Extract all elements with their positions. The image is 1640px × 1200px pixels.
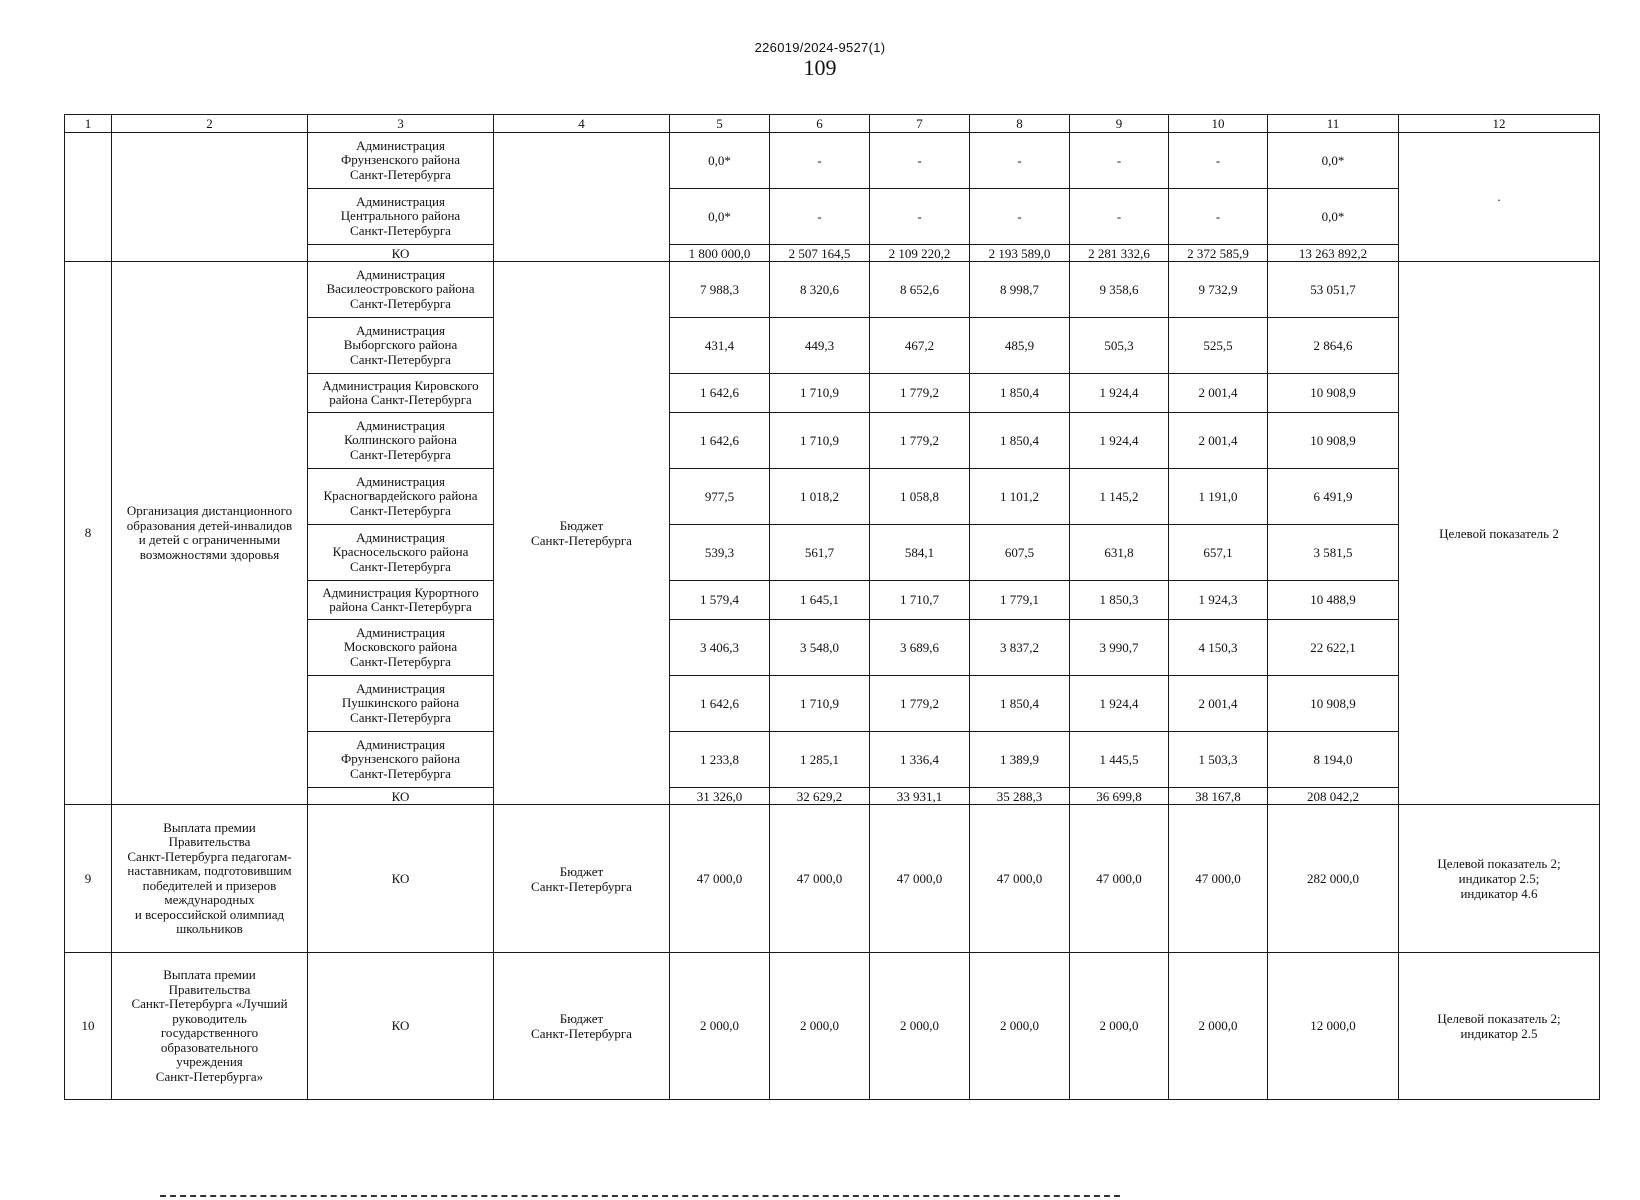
value-cell: 32 629,2 — [770, 788, 870, 805]
column-header: 3 — [308, 115, 494, 133]
value-cell: 1 924,4 — [1070, 676, 1169, 732]
organization-cell: КО — [308, 805, 494, 953]
value-cell: 9 358,6 — [1070, 262, 1169, 318]
column-header: 5 — [670, 115, 770, 133]
value-cell: 1 710,9 — [770, 374, 870, 413]
organization-cell: Администрация Красносельского района Санкт-Петербурга — [308, 525, 494, 581]
value-cell: 31 326,0 — [670, 788, 770, 805]
value-cell: 1 779,1 — [970, 581, 1070, 620]
value-cell: - — [1169, 189, 1268, 245]
indicator-cell: Целевой показатель 2 — [1399, 262, 1600, 805]
column-header: 2 — [112, 115, 308, 133]
value-cell: 2 000,0 — [970, 953, 1070, 1100]
value-cell: 47 000,0 — [670, 805, 770, 953]
column-number-row — [65, 115, 1600, 133]
value-cell: 47 000,0 — [1169, 805, 1268, 953]
organization-cell: Администрация Кировского района Санкт-Петербурга — [308, 374, 494, 413]
total-cell: 10 908,9 — [1268, 413, 1399, 469]
organization-cell: КО — [308, 245, 494, 262]
value-cell: - — [1070, 189, 1169, 245]
page-bottom-rule — [160, 1195, 1120, 1197]
value-cell: - — [770, 133, 870, 189]
value-cell: 1 503,3 — [1169, 732, 1268, 788]
value-cell: 36 699,8 — [1070, 788, 1169, 805]
organization-cell: Администрация Пушкинского района Санкт-Петербурга — [308, 676, 494, 732]
value-cell: 8 998,7 — [970, 262, 1070, 318]
value-cell: 47 000,0 — [1070, 805, 1169, 953]
value-cell: 38 167,8 — [1169, 788, 1268, 805]
value-cell: 47 000,0 — [770, 805, 870, 953]
value-cell: - — [870, 133, 970, 189]
value-cell: 539,3 — [670, 525, 770, 581]
value-cell: 2 001,4 — [1169, 374, 1268, 413]
table-row — [65, 133, 1600, 189]
total-cell: 12 000,0 — [1268, 953, 1399, 1100]
organization-cell: КО — [308, 788, 494, 805]
value-cell: 584,1 — [870, 525, 970, 581]
value-cell: 8 320,6 — [770, 262, 870, 318]
organization-cell: Администрация Московского района Санкт-Петербурга — [308, 620, 494, 676]
indicator-cell: Целевой показатель 2; индикатор 2.5; индикатор 4.6 — [1399, 805, 1600, 953]
value-cell: 1 579,4 — [670, 581, 770, 620]
organization-cell: Администрация Курортного района Санкт-Петербурга — [308, 581, 494, 620]
value-cell: 1 850,4 — [970, 413, 1070, 469]
value-cell: 1 710,9 — [770, 413, 870, 469]
organization-cell: Администрация Выборгского района Санкт-Петербурга — [308, 318, 494, 374]
page-number: 109 — [803, 55, 837, 80]
value-cell: 2 001,4 — [1169, 676, 1268, 732]
column-header: 8 — [970, 115, 1070, 133]
value-cell: 2 000,0 — [770, 953, 870, 1100]
value-cell: 505,3 — [1070, 318, 1169, 374]
total-cell: 10 908,9 — [1268, 374, 1399, 413]
value-cell: 1 191,0 — [1169, 469, 1268, 525]
value-cell: - — [1169, 133, 1268, 189]
value-cell: 1 850,4 — [970, 374, 1070, 413]
value-cell: 1 924,4 — [1070, 413, 1169, 469]
value-cell: - — [770, 189, 870, 245]
value-cell: - — [1070, 133, 1169, 189]
value-cell: 2 507 164,5 — [770, 245, 870, 262]
value-cell: 467,2 — [870, 318, 970, 374]
value-cell: 3 689,6 — [870, 620, 970, 676]
column-header: 4 — [494, 115, 670, 133]
value-cell: 7 988,3 — [670, 262, 770, 318]
value-cell: 2 000,0 — [870, 953, 970, 1100]
total-cell: 8 194,0 — [1268, 732, 1399, 788]
column-header: 7 — [870, 115, 970, 133]
value-cell: 561,7 — [770, 525, 870, 581]
value-cell: 3 548,0 — [770, 620, 870, 676]
organization-cell: Администрация Фрунзенского района Санкт-Петербурга — [308, 133, 494, 189]
organization-cell: Администрация Василеостровского района Санкт-Петербурга — [308, 262, 494, 318]
value-cell: 0,0* — [670, 133, 770, 189]
value-cell: 1 924,3 — [1169, 581, 1268, 620]
total-cell: 6 491,9 — [1268, 469, 1399, 525]
value-cell: 47 000,0 — [970, 805, 1070, 953]
total-cell: 22 622,1 — [1268, 620, 1399, 676]
value-cell: 1 101,2 — [970, 469, 1070, 525]
value-cell: 431,4 — [670, 318, 770, 374]
description-cell — [112, 133, 308, 262]
value-cell: 525,5 — [1169, 318, 1268, 374]
value-cell: 449,3 — [770, 318, 870, 374]
total-cell: 10 488,9 — [1268, 581, 1399, 620]
total-cell: 3 581,5 — [1268, 525, 1399, 581]
value-cell: 2 109 220,2 — [870, 245, 970, 262]
organization-cell: Администрация Колпинского района Санкт-Петербурга — [308, 413, 494, 469]
value-cell: - — [970, 133, 1070, 189]
value-cell: 1 710,9 — [770, 676, 870, 732]
value-cell: 1 645,1 — [770, 581, 870, 620]
value-cell: 2 000,0 — [670, 953, 770, 1100]
value-cell: 2 000,0 — [1070, 953, 1169, 1100]
value-cell: 2 193 589,0 — [970, 245, 1070, 262]
value-cell: 2 000,0 — [1169, 953, 1268, 1100]
row-number-cell — [65, 133, 112, 262]
value-cell: 1 642,6 — [670, 676, 770, 732]
funding-source-cell — [494, 133, 670, 262]
total-cell: 10 908,9 — [1268, 676, 1399, 732]
column-header: 10 — [1169, 115, 1268, 133]
total-cell: 53 051,7 — [1268, 262, 1399, 318]
value-cell: 1 145,2 — [1070, 469, 1169, 525]
value-cell: - — [970, 189, 1070, 245]
table-row — [65, 262, 1600, 318]
value-cell: 1 924,4 — [1070, 374, 1169, 413]
row-number-cell: 10 — [65, 953, 112, 1100]
organization-cell: Администрация Центрального района Санкт-Петербурга — [308, 189, 494, 245]
value-cell: 1 642,6 — [670, 374, 770, 413]
value-cell: 1 642,6 — [670, 413, 770, 469]
value-cell: 3 406,3 — [670, 620, 770, 676]
column-header: 9 — [1070, 115, 1169, 133]
value-cell: 2 001,4 — [1169, 413, 1268, 469]
total-cell: 0,0* — [1268, 133, 1399, 189]
value-cell: 631,8 — [1070, 525, 1169, 581]
table-row — [65, 805, 1600, 953]
value-cell: 4 150,3 — [1169, 620, 1268, 676]
total-cell: 282 000,0 — [1268, 805, 1399, 953]
organization-cell: КО — [308, 953, 494, 1100]
total-cell: 2 864,6 — [1268, 318, 1399, 374]
value-cell: 977,5 — [670, 469, 770, 525]
row-number-cell: 8 — [65, 262, 112, 805]
value-cell: 1 850,4 — [970, 676, 1070, 732]
value-cell: 0,0* — [670, 189, 770, 245]
document-header — [0, 40, 1640, 80]
total-cell: 13 263 892,2 — [1268, 245, 1399, 262]
value-cell: 1 336,4 — [870, 732, 970, 788]
table-row — [65, 953, 1600, 1100]
row-number-cell: 9 — [65, 805, 112, 953]
value-cell: 1 018,2 — [770, 469, 870, 525]
value-cell: 1 058,8 — [870, 469, 970, 525]
value-cell: 9 732,9 — [1169, 262, 1268, 318]
indicator-cell: . — [1399, 133, 1600, 262]
value-cell: 1 445,5 — [1070, 732, 1169, 788]
value-cell: 485,9 — [970, 318, 1070, 374]
value-cell: 1 710,7 — [870, 581, 970, 620]
value-cell: 8 652,6 — [870, 262, 970, 318]
value-cell: 2 372 585,9 — [1169, 245, 1268, 262]
value-cell: 3 837,2 — [970, 620, 1070, 676]
value-cell: 33 931,1 — [870, 788, 970, 805]
value-cell: 1 285,1 — [770, 732, 870, 788]
value-cell: - — [870, 189, 970, 245]
column-header: 6 — [770, 115, 870, 133]
indicator-cell: Целевой показатель 2; индикатор 2.5 — [1399, 953, 1600, 1100]
column-header: 12 — [1399, 115, 1600, 133]
value-cell: 1 779,2 — [870, 413, 970, 469]
funding-source-cell: Бюджет Санкт-Петербурга — [494, 805, 670, 953]
total-cell: 208 042,2 — [1268, 788, 1399, 805]
value-cell: 1 233,8 — [670, 732, 770, 788]
value-cell: 2 281 332,6 — [1070, 245, 1169, 262]
value-cell: 1 800 000,0 — [670, 245, 770, 262]
column-header: 11 — [1268, 115, 1399, 133]
organization-cell: Администрация Фрунзенского района Санкт-Петербурга — [308, 732, 494, 788]
description-cell: Организация дистанционного образования детей-инвалидов и детей с ограниченными возможностями здоровья — [112, 262, 308, 805]
value-cell: 657,1 — [1169, 525, 1268, 581]
value-cell: 1 779,2 — [870, 374, 970, 413]
value-cell: 1 779,2 — [870, 676, 970, 732]
description-cell: Выплата премии Правительства Санкт-Петербурга педагогам- наставникам, подготовившим победителей и призеров международных и всероссийской олимпиад школьников — [112, 805, 308, 953]
value-cell: 35 288,3 — [970, 788, 1070, 805]
column-header: 1 — [65, 115, 112, 133]
value-cell: 1 389,9 — [970, 732, 1070, 788]
value-cell: 3 990,7 — [1070, 620, 1169, 676]
description-cell: Выплата премии Правительства Санкт-Петербурга «Лучший руководитель государственного образовательного учреждения Санкт-Петербурга» — [112, 953, 308, 1100]
funding-source-cell: Бюджет Санкт-Петербурга — [494, 953, 670, 1100]
value-cell: 47 000,0 — [870, 805, 970, 953]
total-cell: 0,0* — [1268, 189, 1399, 245]
value-cell: 1 850,3 — [1070, 581, 1169, 620]
value-cell: 607,5 — [970, 525, 1070, 581]
funding-source-cell: Бюджет Санкт-Петербурга — [494, 262, 670, 805]
organization-cell: Администрация Красногвардейского района Санкт-Петербурга — [308, 469, 494, 525]
document-id: 226019/2024-9527(1) — [754, 40, 886, 55]
program-funding-table — [64, 114, 1600, 1100]
